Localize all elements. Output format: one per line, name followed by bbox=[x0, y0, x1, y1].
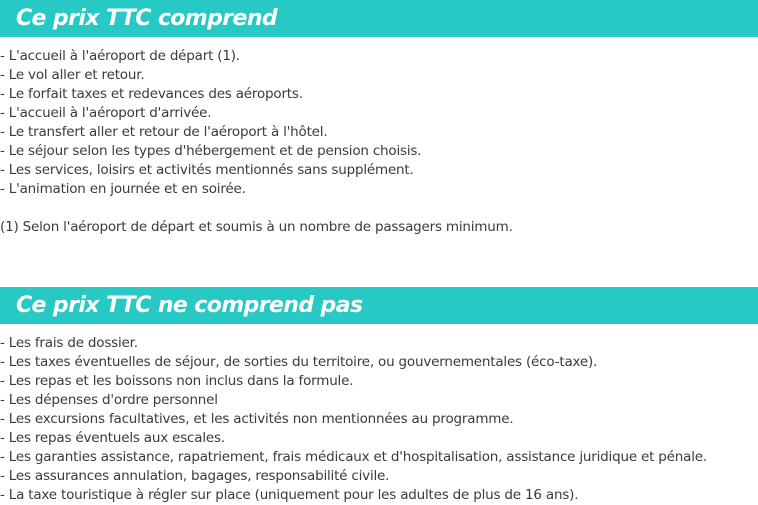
not-included-item: - Les taxes éventuelles de séjour, de sorties du territoire, ou gouvernementales (éco-taxe). bbox=[0, 354, 598, 370]
not-included-item: - Les repas et les boissons non inclus dans la formule. bbox=[0, 373, 354, 389]
included-item: - Les services, loisirs et activités mentionnés sans supplément. bbox=[0, 162, 414, 178]
included-section-title: Ce prix TTC comprend bbox=[16, 6, 278, 31]
included-item: - Le vol aller et retour. bbox=[0, 67, 145, 83]
included-item: - L'accueil à l'aéroport d'arrivée. bbox=[0, 105, 212, 121]
included-item: - Le forfait taxes et redevances des aéroports. bbox=[0, 86, 303, 102]
included-list bbox=[0, 47, 421, 199]
included-item: - L'animation en journée et en soirée. bbox=[0, 181, 246, 197]
not-included-item: - Les assurances annulation, bagages, responsabilité civile. bbox=[0, 468, 390, 484]
included-item: - Le séjour selon les types d'hébergement et de pension choisis. bbox=[0, 143, 422, 159]
not-included-section-header bbox=[0, 287, 758, 324]
not-included-item: - La taxe touristique à régler sur place (uniquement pour les adultes de plus de 16 ans). bbox=[0, 487, 579, 503]
not-included-item: - Les repas éventuels aux escales. bbox=[0, 430, 225, 446]
included-item: - L'accueil à l'aéroport de départ (1). bbox=[0, 48, 240, 64]
included-section-header bbox=[0, 0, 758, 37]
included-footnote: (1) Selon l'aéroport de départ et soumis à un nombre de passagers minimum. bbox=[0, 219, 513, 235]
not-included-section-title: Ce prix TTC ne comprend pas bbox=[16, 293, 363, 318]
not-included-list bbox=[0, 334, 707, 505]
not-included-item: - Les frais de dossier. bbox=[0, 335, 138, 351]
not-included-item: - Les dépenses d'ordre personnel bbox=[0, 392, 218, 408]
not-included-item: - Les garanties assistance, rapatriement, frais médicaux et d'hospitalisation, assistance juridique et pénale. bbox=[0, 449, 707, 465]
included-item: - Le transfert aller et retour de l'aéroport à l'hôtel. bbox=[0, 124, 328, 140]
not-included-item: - Les excursions facultatives, et les activités non mentionnées au programme. bbox=[0, 411, 514, 427]
